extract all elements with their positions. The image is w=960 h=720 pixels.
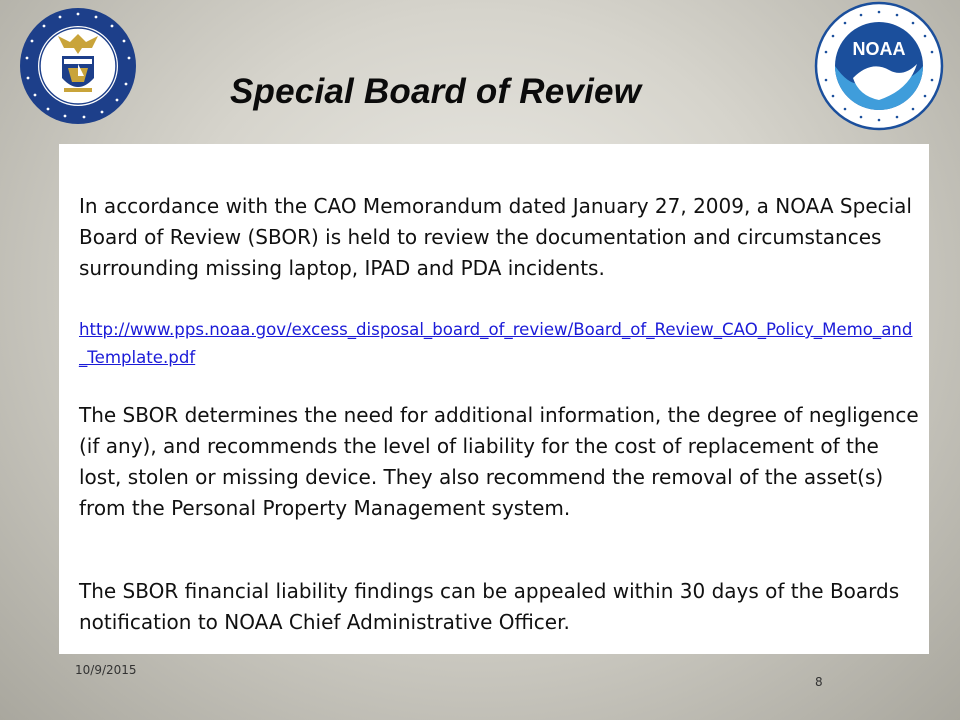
department-of-commerce-seal bbox=[18, 6, 138, 126]
slide-title: Special Board of Review bbox=[230, 72, 642, 111]
paragraph-memorandum: In accordance with the CAO Memorandum dated January 27, 2009, a NOAA Special Board of Review (SBOR) is held to review the documentation and circumstances surrounding missing laptop, IPAD and PDA incidents. bbox=[79, 194, 912, 280]
paragraph-sbor-determines: The SBOR determines the need for additional information, the degree of negligence (if any), and recommends the level of liability for the cost of replacement of the lost, stolen or missing device. They also recommend the removal of the asset(s) from the Personal Property Management system. bbox=[79, 403, 919, 520]
slide-page-number: 8 bbox=[815, 675, 823, 689]
noaa-seal bbox=[813, 0, 945, 132]
paragraph-appeal: The SBOR financial liability findings can be appealed within 30 days of the Boards notification to NOAA Chief Administrative Officer. bbox=[79, 579, 900, 634]
noaa-seal-label: NOAA bbox=[852, 39, 906, 59]
policy-memo-link[interactable]: http://www.pps.noaa.gov/excess_disposal_board_of_review/Board_of_Review_CAO_Policy_Memo_and_Template.pdf bbox=[79, 320, 913, 367]
content-box bbox=[59, 144, 929, 654]
slide-date: 10/9/2015 bbox=[75, 663, 137, 677]
